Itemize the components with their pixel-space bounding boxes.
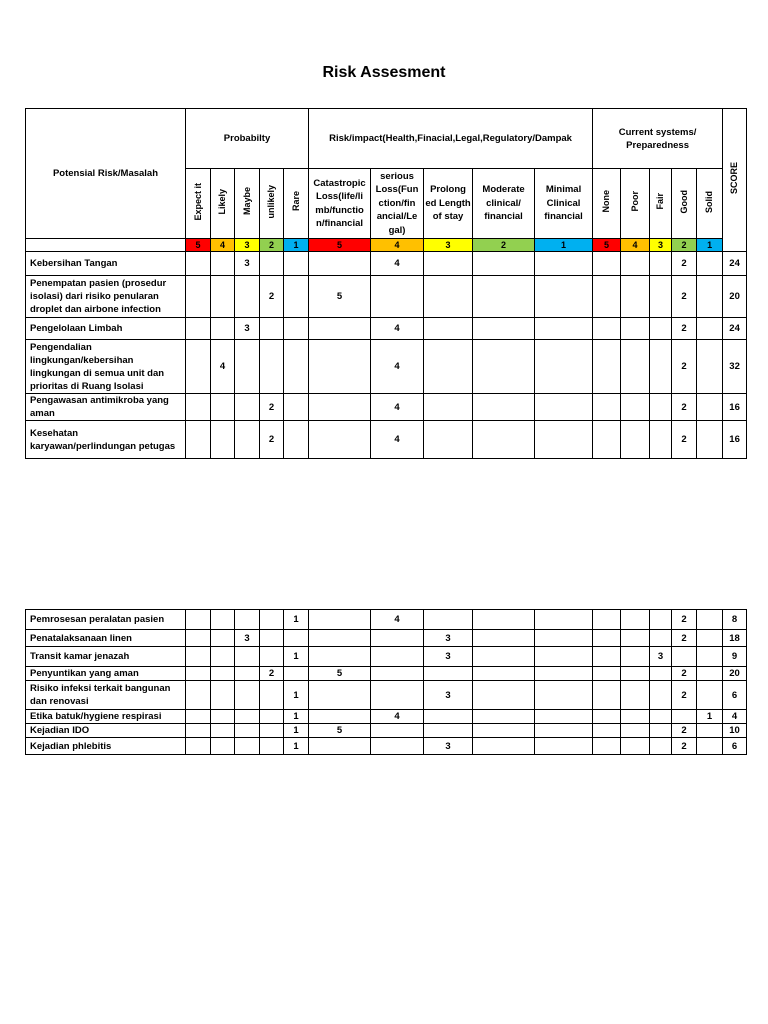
probability-cell [235, 610, 260, 630]
systems-cell [593, 610, 621, 630]
systems-cell [593, 681, 621, 710]
impact-scale-cell: 3 [424, 239, 473, 252]
systems-cell [650, 738, 672, 755]
score-cell: 32 [723, 340, 747, 394]
risk-cell: Kebersihan Tangan [26, 252, 186, 276]
impact-cell [535, 318, 593, 340]
risk-cell: Kejadian IDO [26, 724, 186, 738]
impact-cell [371, 647, 424, 667]
impact-cell [371, 738, 424, 755]
systems-cell: 2 [672, 724, 697, 738]
impact-cell [535, 421, 593, 459]
probability-cell [186, 667, 211, 681]
systems-cell [697, 647, 723, 667]
table-row [26, 252, 747, 276]
sys-scale-cell: 4 [621, 239, 650, 252]
impact-cell: 4 [371, 610, 424, 630]
impact-col-header: Catastropic Loss(life/li mb/functio n/financial [309, 169, 371, 239]
probability-cell [235, 710, 260, 724]
table-row [26, 394, 747, 421]
table-row [26, 610, 747, 630]
impact-cell [424, 724, 473, 738]
probability-cell [260, 318, 284, 340]
probability-cell [186, 710, 211, 724]
impact-cell [473, 252, 535, 276]
score-cell: 6 [723, 738, 747, 755]
systems-cell [697, 610, 723, 630]
systems-cell [593, 710, 621, 724]
probability-cell [186, 252, 211, 276]
probability-cell: 1 [284, 710, 309, 724]
impact-col-header: Moderate clinical/ financial [473, 169, 535, 239]
impact-cell [535, 276, 593, 318]
impact-cell [309, 340, 371, 394]
systems-cell [593, 394, 621, 421]
sys-col-header: Solid [697, 169, 723, 239]
impact-cell [473, 710, 535, 724]
probability-cell [186, 421, 211, 459]
probability-cell [186, 630, 211, 647]
systems-cell [593, 724, 621, 738]
risk-cell: Risiko infeksi terkait bangunan dan renovasi [26, 681, 186, 710]
systems-cell: 2 [672, 681, 697, 710]
systems-cell [593, 647, 621, 667]
prob-col-header: Likely [211, 169, 235, 239]
impact-cell [309, 738, 371, 755]
systems-cell [697, 681, 723, 710]
probability-cell: 3 [235, 318, 260, 340]
probability-cell [284, 421, 309, 459]
systems-cell [593, 318, 621, 340]
probability-cell [235, 647, 260, 667]
probability-cell [260, 681, 284, 710]
impact-cell [309, 647, 371, 667]
systems-cell: 2 [672, 394, 697, 421]
prob-col-header: Rare [284, 169, 309, 239]
table-row [26, 724, 747, 738]
score-cell: 24 [723, 318, 747, 340]
systems-cell [621, 630, 650, 647]
impact-cell [309, 630, 371, 647]
score-cell: 20 [723, 276, 747, 318]
impact-cell [473, 394, 535, 421]
impact-header: Risk/impact(Health,Finacial,Legal,Regulatory/Dampak [309, 109, 593, 169]
systems-cell: 2 [672, 667, 697, 681]
systems-cell [621, 252, 650, 276]
impact-scale-cell: 1 [535, 239, 593, 252]
impact-cell [371, 667, 424, 681]
impact-cell [535, 667, 593, 681]
systems-cell [650, 252, 672, 276]
impact-cell [309, 252, 371, 276]
systems-cell [621, 681, 650, 710]
probability-cell [235, 667, 260, 681]
probability-cell [211, 318, 235, 340]
impact-cell [371, 681, 424, 710]
impact-cell [309, 610, 371, 630]
score-cell: 8 [723, 610, 747, 630]
impact-cell [309, 421, 371, 459]
systems-cell: 2 [672, 630, 697, 647]
systems-cell [621, 710, 650, 724]
probability-cell: 1 [284, 647, 309, 667]
probability-cell: 4 [211, 340, 235, 394]
probability-cell: 2 [260, 421, 284, 459]
risk-cell: Penatalaksanaan linen [26, 630, 186, 647]
impact-cell [473, 724, 535, 738]
table-row [26, 276, 747, 318]
risk-column-header: Potensial Risk/Masalah [26, 109, 186, 239]
probability-cell [235, 394, 260, 421]
sys-scale-cell: 1 [697, 239, 723, 252]
probability-cell [284, 318, 309, 340]
impact-cell [473, 421, 535, 459]
systems-cell [621, 738, 650, 755]
probability-cell [284, 252, 309, 276]
probability-cell: 3 [235, 252, 260, 276]
probability-cell [260, 647, 284, 667]
score-cell: 24 [723, 252, 747, 276]
prob-col-header: unlikely [260, 169, 284, 239]
impact-cell [535, 394, 593, 421]
impact-cell: 3 [424, 681, 473, 710]
systems-cell [650, 276, 672, 318]
probability-cell [260, 738, 284, 755]
probability-cell: 2 [260, 276, 284, 318]
probability-cell [260, 630, 284, 647]
systems-cell: 3 [650, 647, 672, 667]
systems-cell: 2 [672, 610, 697, 630]
systems-cell [621, 318, 650, 340]
sys-col-header: Poor [621, 169, 650, 239]
impact-cell: 4 [371, 252, 424, 276]
probability-cell [260, 610, 284, 630]
impact-col-header: serious Loss(Fun ction/fin ancial/Le gal) [371, 169, 424, 239]
probability-cell [235, 738, 260, 755]
table-row [26, 340, 747, 394]
systems-cell [697, 318, 723, 340]
impact-cell [473, 340, 535, 394]
systems-cell [621, 610, 650, 630]
table-row [26, 421, 747, 459]
impact-cell [424, 252, 473, 276]
risk-cell: Pengawasan antimikroba yang aman [26, 394, 186, 421]
probability-cell: 3 [235, 630, 260, 647]
impact-cell [424, 318, 473, 340]
probability-cell: 1 [284, 681, 309, 710]
systems-cell [621, 340, 650, 394]
table-row [26, 630, 747, 647]
score-cell: 9 [723, 647, 747, 667]
impact-cell: 5 [309, 724, 371, 738]
probability-cell [284, 340, 309, 394]
probability-cell [186, 738, 211, 755]
impact-cell: 4 [371, 710, 424, 724]
systems-cell [650, 681, 672, 710]
systems-cell [593, 421, 621, 459]
risk-cell: Kejadian phlebitis [26, 738, 186, 755]
sys-scale-cell: 3 [650, 239, 672, 252]
probability-cell: 1 [284, 738, 309, 755]
probability-cell [211, 647, 235, 667]
impact-cell [424, 394, 473, 421]
systems-cell [621, 394, 650, 421]
systems-cell [621, 667, 650, 681]
probability-cell [235, 340, 260, 394]
risk-table-top [25, 108, 747, 459]
systems-cell [697, 738, 723, 755]
probability-cell: 1 [284, 610, 309, 630]
probability-cell [211, 681, 235, 710]
systems-cell [593, 738, 621, 755]
impact-cell [473, 738, 535, 755]
probability-cell [211, 421, 235, 459]
probability-cell [211, 394, 235, 421]
top-rows [26, 252, 747, 459]
systems-cell [621, 421, 650, 459]
score-cell: 16 [723, 421, 747, 459]
systems-cell [593, 276, 621, 318]
systems-cell [697, 252, 723, 276]
systems-cell [650, 724, 672, 738]
probability-cell [211, 276, 235, 318]
prob-scale-cell: 2 [260, 239, 284, 252]
table-row [26, 738, 747, 755]
impact-cell [535, 610, 593, 630]
impact-cell: 5 [309, 276, 371, 318]
systems-cell [650, 421, 672, 459]
risk-cell: Transit kamar jenazah [26, 647, 186, 667]
score-cell: 18 [723, 630, 747, 647]
systems-cell [697, 276, 723, 318]
score-header: SCORE [723, 109, 747, 252]
bottom-rows [26, 610, 747, 755]
probability-cell: 1 [284, 724, 309, 738]
risk-cell: Pengendalian lingkungan/kebersihan lingkungan di semua unit dan prioritas di Ruang Isolasi [26, 340, 186, 394]
systems-cell: 2 [672, 738, 697, 755]
score-cell: 6 [723, 681, 747, 710]
impact-cell [309, 394, 371, 421]
probability-cell [186, 681, 211, 710]
probability-cell [186, 276, 211, 318]
systems-cell [650, 610, 672, 630]
probability-cell [211, 738, 235, 755]
risk-cell: Penempatan pasien (prosedur isolasi) dari risiko penularan droplet dan airbone infection [26, 276, 186, 318]
impact-cell: 5 [309, 667, 371, 681]
impact-cell [473, 647, 535, 667]
impact-scale-cell: 2 [473, 239, 535, 252]
sys-col-header: Fair [650, 169, 672, 239]
systems-header: Current systems/ Preparedness [593, 109, 723, 169]
score-cell: 16 [723, 394, 747, 421]
impact-cell [535, 724, 593, 738]
score-cell: 10 [723, 724, 747, 738]
sys-col-header: None [593, 169, 621, 239]
systems-cell: 2 [672, 318, 697, 340]
systems-cell [672, 647, 697, 667]
systems-cell: 2 [672, 421, 697, 459]
systems-cell [621, 276, 650, 318]
systems-cell [672, 710, 697, 724]
impact-cell [371, 276, 424, 318]
probability-cell [235, 681, 260, 710]
impact-cell: 4 [371, 421, 424, 459]
impact-cell [535, 340, 593, 394]
impact-cell [473, 276, 535, 318]
impact-cell [309, 710, 371, 724]
impact-cell [473, 667, 535, 681]
probability-cell [284, 630, 309, 647]
impact-cell [424, 421, 473, 459]
probability-cell [186, 724, 211, 738]
impact-cell [535, 738, 593, 755]
probability-cell [211, 710, 235, 724]
score-cell: 4 [723, 710, 747, 724]
systems-cell [593, 667, 621, 681]
probability-cell [284, 667, 309, 681]
table-row [26, 647, 747, 667]
prob-col-header: Expect it [186, 169, 211, 239]
systems-cell [650, 710, 672, 724]
impact-cell [473, 318, 535, 340]
impact-cell [473, 610, 535, 630]
table-row [26, 710, 747, 724]
systems-cell: 2 [672, 340, 697, 394]
probability-cell [260, 340, 284, 394]
impact-cell: 4 [371, 318, 424, 340]
impact-cell [535, 710, 593, 724]
systems-cell [650, 667, 672, 681]
impact-cell [309, 681, 371, 710]
page-title: Risk Assesment [322, 64, 446, 81]
systems-cell [697, 340, 723, 394]
impact-cell [535, 630, 593, 647]
probability-cell [211, 610, 235, 630]
probability-cell [284, 394, 309, 421]
table-row [26, 681, 747, 710]
probability-cell: 2 [260, 394, 284, 421]
prob-scale-cell: 1 [284, 239, 309, 252]
systems-cell [697, 630, 723, 647]
probability-cell [211, 724, 235, 738]
scale-blank [26, 239, 186, 252]
risk-cell: Pemrosesan peralatan pasien [26, 610, 186, 630]
probability-cell [211, 667, 235, 681]
impact-scale-cell: 5 [309, 239, 371, 252]
probability-cell [235, 724, 260, 738]
impact-cell [309, 318, 371, 340]
systems-cell [593, 252, 621, 276]
impact-col-header: Minimal Clinical financial [535, 169, 593, 239]
systems-cell [650, 318, 672, 340]
impact-cell [473, 681, 535, 710]
systems-cell [621, 647, 650, 667]
probability-cell [211, 630, 235, 647]
prob-scale-cell: 4 [211, 239, 235, 252]
sys-scale-cell: 2 [672, 239, 697, 252]
systems-cell [697, 421, 723, 459]
impact-cell: 4 [371, 340, 424, 394]
impact-cell: 4 [371, 394, 424, 421]
impact-cell [371, 630, 424, 647]
risk-cell: Pengelolaan Limbah [26, 318, 186, 340]
probability-cell [235, 276, 260, 318]
prob-scale-cell: 5 [186, 239, 211, 252]
probability-cell [186, 340, 211, 394]
probability-cell [186, 647, 211, 667]
impact-cell [535, 252, 593, 276]
systems-cell [650, 394, 672, 421]
impact-cell [371, 724, 424, 738]
risk-cell: Kesehatan karyawan/perlindungan petugas [26, 421, 186, 459]
probability-cell [284, 276, 309, 318]
systems-cell [621, 724, 650, 738]
risk-cell: Etika batuk/hygiene respirasi [26, 710, 186, 724]
prob-scale-cell: 3 [235, 239, 260, 252]
probability-cell [186, 318, 211, 340]
systems-cell [593, 630, 621, 647]
systems-cell [650, 340, 672, 394]
impact-scale-cell: 4 [371, 239, 424, 252]
score-cell: 20 [723, 667, 747, 681]
table-row [26, 667, 747, 681]
probability-cell [260, 724, 284, 738]
prob-col-header: Maybe [235, 169, 260, 239]
probability-cell: 2 [260, 667, 284, 681]
probability-cell [235, 421, 260, 459]
impact-cell [535, 681, 593, 710]
systems-cell [697, 667, 723, 681]
table-row [26, 318, 747, 340]
sys-scale-cell: 5 [593, 239, 621, 252]
sys-col-header: Good [672, 169, 697, 239]
probability-cell [260, 710, 284, 724]
systems-cell: 2 [672, 276, 697, 318]
impact-cell: 3 [424, 738, 473, 755]
impact-cell: 3 [424, 630, 473, 647]
systems-cell: 1 [697, 710, 723, 724]
impact-cell [424, 276, 473, 318]
systems-cell [697, 724, 723, 738]
impact-cell [424, 340, 473, 394]
impact-cell [535, 647, 593, 667]
impact-cell [424, 610, 473, 630]
systems-cell [650, 630, 672, 647]
risk-table-bottom [25, 609, 747, 755]
impact-cell: 3 [424, 647, 473, 667]
probability-header: Probabilty [186, 109, 309, 169]
impact-cell [473, 630, 535, 647]
systems-cell: 2 [672, 252, 697, 276]
probability-cell [211, 252, 235, 276]
impact-cell [424, 667, 473, 681]
systems-cell [697, 394, 723, 421]
impact-col-header: Prolong ed Length of stay [424, 169, 473, 239]
impact-cell [424, 710, 473, 724]
risk-cell: Penyuntikan yang aman [26, 667, 186, 681]
probability-cell [186, 610, 211, 630]
probability-cell [260, 252, 284, 276]
systems-cell [593, 340, 621, 394]
probability-cell [186, 394, 211, 421]
